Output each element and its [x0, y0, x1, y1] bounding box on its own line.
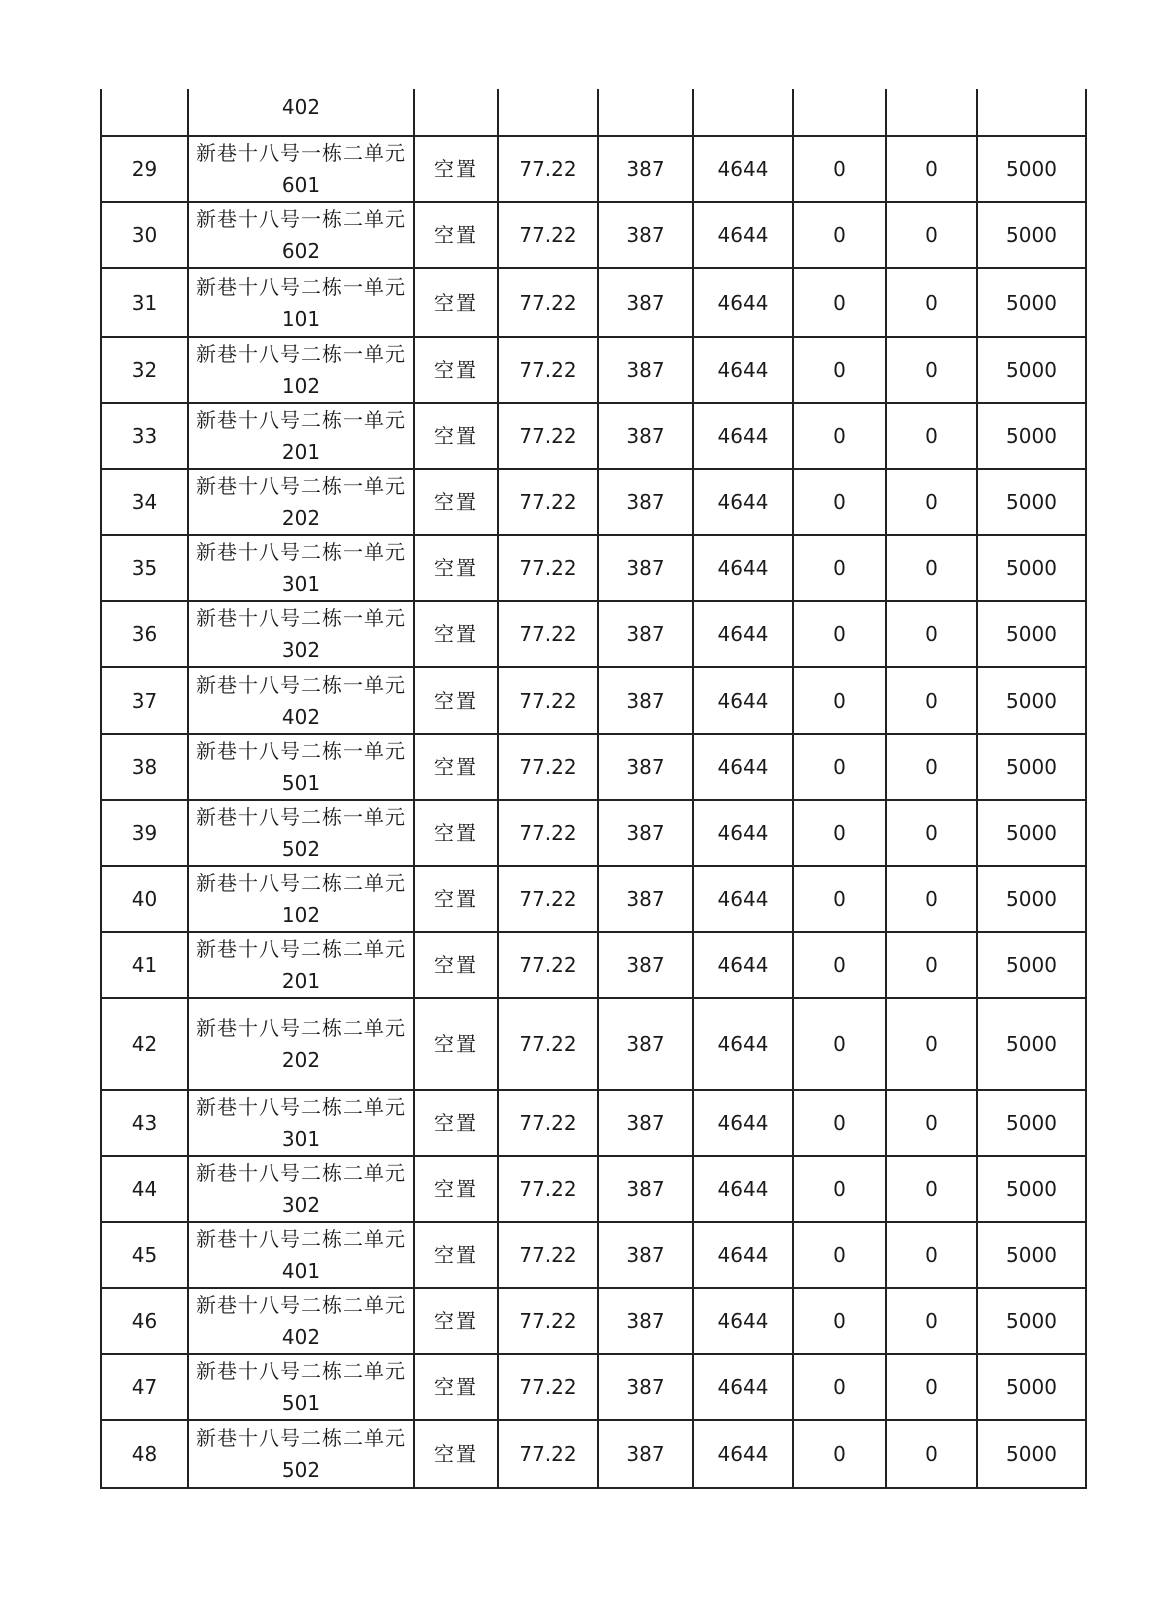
row-number-cell: 34: [101, 469, 188, 535]
value-cell: 0: [793, 535, 886, 601]
area-cell: 77.22: [498, 866, 598, 932]
area-cell: 77.22: [498, 1156, 598, 1222]
area-cell: 77.22: [498, 667, 598, 734]
address-line1: 新巷十八号一栋二单元: [196, 141, 406, 165]
area-cell: 77.22: [498, 1090, 598, 1156]
address-cell: [188, 734, 414, 800]
area-cell: 77.22: [498, 202, 598, 268]
value-cell: 5000: [977, 734, 1086, 800]
value-cell: 0: [793, 601, 886, 667]
table-row: [101, 202, 1086, 268]
row-number-cell: 31: [101, 268, 188, 337]
address-line1: 新巷十八号二栋一单元: [196, 739, 406, 763]
value-cell: 387: [598, 1222, 693, 1288]
row-number-cell: 30: [101, 202, 188, 268]
address-cell: [188, 1420, 414, 1488]
address-cell: [188, 337, 414, 403]
value-cell: 0: [886, 1420, 977, 1488]
area-cell: 77.22: [498, 734, 598, 800]
address-line2: 201: [281, 969, 321, 993]
table-body: [101, 136, 1086, 1488]
area-cell: 77.22: [498, 601, 598, 667]
value-cell: 4644: [693, 1156, 793, 1222]
address-cell: [188, 866, 414, 932]
status-cell: 空置: [414, 535, 498, 601]
address-line2: 602: [281, 239, 321, 263]
table-row: [101, 535, 1086, 601]
address-line1: 新巷十八号二栋一单元: [196, 606, 406, 630]
value-cell: 4644: [693, 998, 793, 1090]
address-line2: 302: [281, 638, 321, 662]
area-cell: 77.22: [498, 1420, 598, 1488]
address-line1: 新巷十八号二栋二单元: [196, 1227, 406, 1251]
status-cell: 空置: [414, 667, 498, 734]
row-number-cell: 35: [101, 535, 188, 601]
value-cell: 0: [886, 932, 977, 998]
row-number-cell: 39: [101, 800, 188, 866]
address-line2: 202: [281, 506, 321, 530]
value-cell: 4644: [693, 136, 793, 202]
value-cell: 0: [886, 1222, 977, 1288]
value-cell: 0: [793, 667, 886, 734]
status-cell: 空置: [414, 734, 498, 800]
address-cell: [188, 268, 414, 337]
value-cell: 0: [793, 1420, 886, 1488]
value-cell: 387: [598, 1420, 693, 1488]
row-number-cell: 47: [101, 1354, 188, 1420]
value-cell: 0: [886, 800, 977, 866]
status-cell: 空置: [414, 1090, 498, 1156]
address-line1: 新巷十八号二栋一单元: [196, 805, 406, 829]
value-cell: 4644: [693, 866, 793, 932]
value-cell: 387: [598, 202, 693, 268]
address-line2: 301: [281, 572, 321, 596]
address-line2: 301: [281, 1127, 321, 1151]
value-cell: 4644: [693, 1288, 793, 1354]
value-cell: 387: [598, 535, 693, 601]
address-cell: [188, 403, 414, 469]
table-row: [101, 268, 1086, 337]
value-cell: 4644: [693, 1420, 793, 1488]
value-cell: 0: [886, 866, 977, 932]
status-cell: 空置: [414, 268, 498, 337]
housing-table: [100, 89, 1087, 1489]
value-cell: 0: [793, 932, 886, 998]
area-cell: 77.22: [498, 535, 598, 601]
address-cell: [188, 535, 414, 601]
status-cell: 空置: [414, 932, 498, 998]
table-row: [101, 1354, 1086, 1420]
table-row: [101, 601, 1086, 667]
value-cell: 0: [886, 667, 977, 734]
status-cell: [414, 89, 498, 136]
area-cell: 77.22: [498, 1354, 598, 1420]
value-cell: 5000: [977, 1420, 1086, 1488]
row-number-cell: 36: [101, 601, 188, 667]
value-cell: 4644: [693, 800, 793, 866]
address-cell: [188, 932, 414, 998]
status-cell: 空置: [414, 866, 498, 932]
value-cell: 387: [598, 800, 693, 866]
value-cell: 0: [886, 734, 977, 800]
value-cell: 0: [793, 1156, 886, 1222]
address-cell: [188, 800, 414, 866]
row-number-cell: 41: [101, 932, 188, 998]
row-number-cell: 40: [101, 866, 188, 932]
table-row-continued: [101, 89, 1086, 136]
value-cell: 387: [598, 601, 693, 667]
table-row: [101, 667, 1086, 734]
value-cell: 0: [886, 268, 977, 337]
value-cell: 0: [793, 734, 886, 800]
status-cell: 空置: [414, 1420, 498, 1488]
address-line2: 501: [281, 1391, 321, 1415]
address-line1: 新巷十八号二栋二单元: [196, 937, 406, 961]
address-line2: 601: [281, 173, 321, 197]
table-row: [101, 998, 1086, 1090]
status-cell: 空置: [414, 1156, 498, 1222]
table-row: [101, 1222, 1086, 1288]
row-number-cell: 44: [101, 1156, 188, 1222]
status-cell: 空置: [414, 1222, 498, 1288]
address-cell: [188, 667, 414, 734]
address-line1: 新巷十八号二栋一单元: [196, 540, 406, 564]
table-row: [101, 1420, 1086, 1488]
value-cell: 4644: [693, 337, 793, 403]
value-cell: 0: [886, 202, 977, 268]
value-cell: 5000: [977, 268, 1086, 337]
address-cell: [188, 1090, 414, 1156]
value-cell: 0: [886, 1288, 977, 1354]
value-cell: 5000: [977, 800, 1086, 866]
area-cell: 77.22: [498, 1222, 598, 1288]
value-cell: 387: [598, 1090, 693, 1156]
row-number-cell: [101, 89, 188, 136]
table-row: [101, 469, 1086, 535]
value-cell: 5000: [977, 866, 1086, 932]
value-cell: 0: [793, 998, 886, 1090]
value-cell: 5000: [977, 1222, 1086, 1288]
address-cell: [188, 89, 414, 136]
status-cell: 空置: [414, 469, 498, 535]
area-cell: 77.22: [498, 337, 598, 403]
address-line1: 新巷十八号二栋一单元: [196, 474, 406, 498]
area-cell: 77.22: [498, 469, 598, 535]
document-page: [100, 89, 1085, 1489]
value-cell: [886, 89, 977, 136]
value-cell: 5000: [977, 1156, 1086, 1222]
value-cell: 0: [886, 998, 977, 1090]
value-cell: 0: [793, 403, 886, 469]
address-line1: 新巷十八号二栋二单元: [196, 1095, 406, 1119]
address-line2: 401: [281, 1259, 321, 1283]
value-cell: 387: [598, 1288, 693, 1354]
value-cell: 4644: [693, 403, 793, 469]
value-cell: 0: [793, 1354, 886, 1420]
status-cell: 空置: [414, 800, 498, 866]
value-cell: 4644: [693, 734, 793, 800]
value-cell: 4644: [693, 268, 793, 337]
value-cell: 5000: [977, 469, 1086, 535]
address-line1: 新巷十八号二栋二单元: [196, 1359, 406, 1383]
status-cell: 空置: [414, 1354, 498, 1420]
value-cell: 387: [598, 337, 693, 403]
value-cell: 0: [793, 866, 886, 932]
value-cell: 0: [793, 1288, 886, 1354]
address-line2: 302: [281, 1193, 321, 1217]
area-cell: 77.22: [498, 136, 598, 202]
table-row: [101, 1288, 1086, 1354]
value-cell: 0: [793, 469, 886, 535]
value-cell: [693, 89, 793, 136]
area-cell: 77.22: [498, 1288, 598, 1354]
area-cell: 77.22: [498, 268, 598, 337]
status-cell: 空置: [414, 136, 498, 202]
value-cell: 387: [598, 667, 693, 734]
table-row: [101, 136, 1086, 202]
value-cell: 5000: [977, 136, 1086, 202]
value-cell: 387: [598, 734, 693, 800]
table-row: [101, 866, 1086, 932]
address-line2: 102: [281, 903, 321, 927]
value-cell: 5000: [977, 601, 1086, 667]
status-cell: 空置: [414, 202, 498, 268]
value-cell: 0: [793, 337, 886, 403]
value-cell: 5000: [977, 1288, 1086, 1354]
address-line2: 402: [281, 95, 321, 119]
value-cell: 4644: [693, 535, 793, 601]
address-cell: [188, 998, 414, 1090]
address-cell: [188, 1156, 414, 1222]
value-cell: 0: [886, 337, 977, 403]
table-row: [101, 734, 1086, 800]
value-cell: 387: [598, 866, 693, 932]
value-cell: 387: [598, 268, 693, 337]
value-cell: 387: [598, 1354, 693, 1420]
value-cell: 4644: [693, 202, 793, 268]
status-cell: 空置: [414, 601, 498, 667]
address-cell: [188, 1354, 414, 1420]
table-row: [101, 932, 1086, 998]
value-cell: 0: [793, 268, 886, 337]
row-number-cell: 33: [101, 403, 188, 469]
row-number-cell: 46: [101, 1288, 188, 1354]
value-cell: 0: [886, 403, 977, 469]
address-cell: [188, 136, 414, 202]
value-cell: 5000: [977, 202, 1086, 268]
value-cell: 4644: [693, 1222, 793, 1288]
area-cell: [498, 89, 598, 136]
value-cell: 5000: [977, 535, 1086, 601]
status-cell: 空置: [414, 998, 498, 1090]
value-cell: 0: [886, 535, 977, 601]
row-number-cell: 29: [101, 136, 188, 202]
address-line1: 新巷十八号二栋二单元: [196, 1293, 406, 1317]
value-cell: 0: [886, 1354, 977, 1420]
value-cell: 4644: [693, 667, 793, 734]
area-cell: 77.22: [498, 932, 598, 998]
value-cell: 387: [598, 932, 693, 998]
table-row: [101, 1156, 1086, 1222]
value-cell: 5000: [977, 337, 1086, 403]
value-cell: 5000: [977, 1354, 1086, 1420]
address-line2: 502: [281, 1458, 321, 1482]
address-cell: [188, 601, 414, 667]
value-cell: 4644: [693, 469, 793, 535]
address-line1: 新巷十八号二栋一单元: [196, 274, 406, 299]
value-cell: 387: [598, 998, 693, 1090]
address-line1: 新巷十八号二栋二单元: [196, 1016, 406, 1040]
value-cell: 0: [793, 202, 886, 268]
value-cell: 4644: [693, 932, 793, 998]
value-cell: 5000: [977, 998, 1086, 1090]
address-line1: 新巷十八号一栋二单元: [196, 207, 406, 231]
value-cell: 0: [886, 1090, 977, 1156]
area-cell: 77.22: [498, 998, 598, 1090]
address-line1: 新巷十八号二栋一单元: [196, 408, 406, 432]
value-cell: [598, 89, 693, 136]
value-cell: 0: [793, 1222, 886, 1288]
value-cell: 0: [886, 469, 977, 535]
row-number-cell: 45: [101, 1222, 188, 1288]
value-cell: 387: [598, 403, 693, 469]
value-cell: 5000: [977, 932, 1086, 998]
value-cell: 0: [793, 136, 886, 202]
value-cell: 387: [598, 1156, 693, 1222]
value-cell: 5000: [977, 1090, 1086, 1156]
address-line1: 新巷十八号二栋一单元: [196, 342, 406, 366]
address-line2: 502: [281, 837, 321, 861]
value-cell: 0: [793, 800, 886, 866]
row-number-cell: 48: [101, 1420, 188, 1488]
row-number-cell: 37: [101, 667, 188, 734]
address-line2: 501: [281, 771, 321, 795]
value-cell: [977, 89, 1086, 136]
address-line1: 新巷十八号二栋二单元: [196, 871, 406, 895]
area-cell: 77.22: [498, 403, 598, 469]
address-line2: 201: [281, 440, 321, 464]
address-line2: 202: [281, 1048, 321, 1072]
area-cell: 77.22: [498, 800, 598, 866]
value-cell: 0: [886, 601, 977, 667]
table-row: [101, 337, 1086, 403]
address-cell: [188, 1288, 414, 1354]
address-line2: 402: [281, 1325, 321, 1349]
status-cell: 空置: [414, 1288, 498, 1354]
value-cell: 0: [793, 1090, 886, 1156]
value-cell: 4644: [693, 601, 793, 667]
address-line1: 新巷十八号二栋一单元: [196, 672, 406, 697]
value-cell: 387: [598, 136, 693, 202]
value-cell: 4644: [693, 1354, 793, 1420]
table-row: [101, 800, 1086, 866]
value-cell: 387: [598, 469, 693, 535]
status-cell: 空置: [414, 337, 498, 403]
address-line2: 101: [281, 306, 321, 331]
address-line1: 新巷十八号二栋二单元: [196, 1426, 406, 1450]
value-cell: 5000: [977, 403, 1086, 469]
row-number-cell: 32: [101, 337, 188, 403]
row-number-cell: 42: [101, 998, 188, 1090]
table-row: [101, 403, 1086, 469]
value-cell: [793, 89, 886, 136]
row-number-cell: 38: [101, 734, 188, 800]
value-cell: 5000: [977, 667, 1086, 734]
value-cell: 0: [886, 136, 977, 202]
status-cell: 空置: [414, 403, 498, 469]
row-number-cell: 43: [101, 1090, 188, 1156]
address-cell: [188, 202, 414, 268]
value-cell: 0: [886, 1156, 977, 1222]
address-cell: [188, 469, 414, 535]
value-cell: 4644: [693, 1090, 793, 1156]
table-row: [101, 1090, 1086, 1156]
address-line2: 402: [281, 704, 321, 729]
address-line1: 新巷十八号二栋二单元: [196, 1161, 406, 1185]
address-line2: 102: [281, 374, 321, 398]
address-cell: [188, 1222, 414, 1288]
